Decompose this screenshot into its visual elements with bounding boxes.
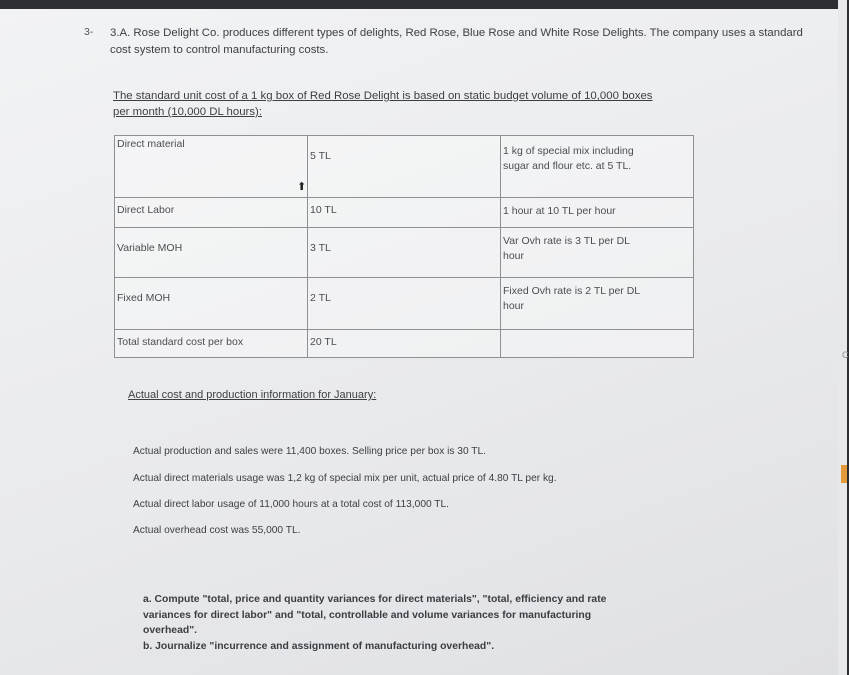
task-instructions	[143, 592, 743, 654]
cell-item: Direct material	[115, 136, 308, 198]
cell-item: Fixed MOH	[115, 278, 308, 330]
table-row	[115, 198, 694, 228]
cell-cost: 3 TL	[308, 228, 501, 278]
instruction-line: variances for direct labor" and "total, controllable and volume variances for manufacturing	[143, 609, 592, 621]
cell-item: Variable MOH	[115, 228, 308, 278]
question-number: 3-	[84, 26, 94, 38]
cell-cost: 5 TL	[308, 136, 501, 198]
edge-letter: C	[842, 350, 849, 360]
instruction-line: overhead".	[143, 625, 198, 636]
adjacent-window-edge	[838, 0, 847, 675]
orange-tab-marker	[841, 465, 847, 483]
actual-line: Actual direct labor usage of 11,000 hours at a total cost of 113,000 TL.	[133, 499, 450, 510]
cell-note: Var Ovh rate is 3 TL per DL hour	[501, 228, 694, 278]
actual-line: Actual production and sales were 11,400 boxes. Selling price per box is 30 TL.	[133, 446, 486, 457]
table-row	[115, 228, 694, 278]
table-row	[115, 136, 694, 198]
table-row	[115, 278, 694, 330]
standard-cost-table	[114, 135, 694, 358]
instruction-line: b. Journalize "incurrence and assignment of manufacturing overhead".	[143, 640, 495, 652]
basis-line-2: per month (10,000 DL hours):	[113, 106, 263, 118]
cell-note	[501, 330, 694, 358]
actual-line: Actual direct materials usage was 1,2 kg of special mix per unit, actual price of 4.80 TL per kg.	[133, 473, 557, 484]
actual-line: Actual overhead cost was 55,000 TL.	[133, 525, 301, 536]
cell-cost: 10 TL	[308, 198, 501, 228]
cell-note: 1 kg of special mix including sugar and flour etc. at 5 TL.	[501, 136, 694, 198]
standard-cost-basis	[113, 88, 793, 120]
actual-info-heading: Actual cost and production information for January:	[128, 389, 377, 401]
table-row	[115, 330, 694, 358]
instruction-line: a. Compute "total, price and quantity variances for direct materials", "total, efficiency and rate	[143, 594, 607, 605]
cell-cost: 20 TL	[308, 330, 501, 358]
cell-cost: 2 TL	[308, 278, 501, 330]
cell-item: Direct Labor	[115, 198, 308, 228]
cell-note: Fixed Ovh rate is 2 TL per DL hour	[501, 278, 694, 330]
basis-line-1: The standard unit cost of a 1 kg box of Red Rose Delight is based on static budget volume of 10,000 boxes	[113, 90, 653, 102]
question-title: 3.A. Rose Delight Co. produces different types of delights, Red Rose, Blue Rose and White Rose Delights. The company uses a standard cost system to control manufacturing costs.	[110, 27, 803, 56]
mouse-pointer-icon: ⬆	[297, 181, 307, 193]
cell-note: 1 hour at 10 TL per hour	[501, 198, 694, 228]
cell-item: Total standard cost per box	[115, 330, 308, 358]
monitor-bezel	[0, 0, 847, 9]
